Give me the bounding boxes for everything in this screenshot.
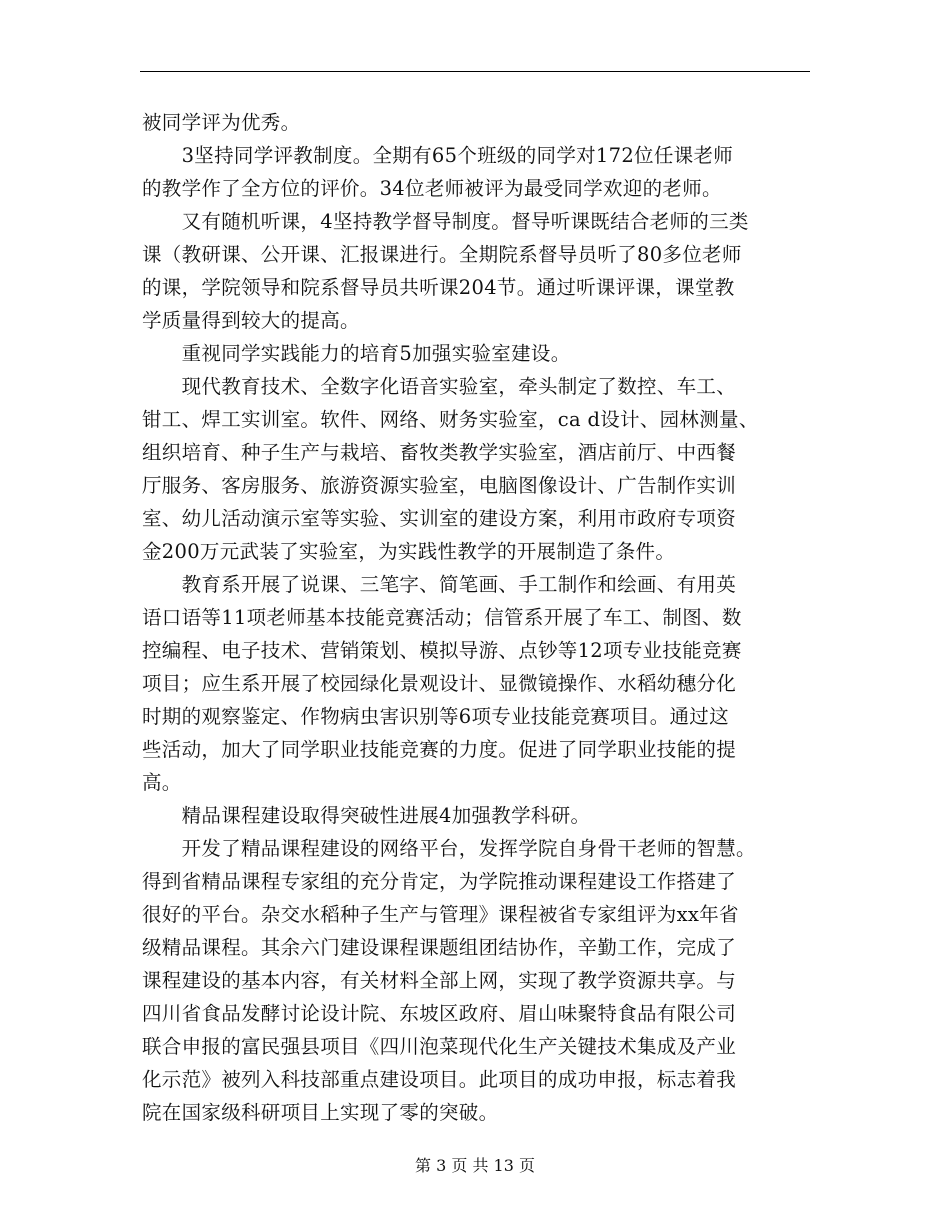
text-line: 精品课程建设取得突破性进展4加强教学科研。	[142, 804, 591, 827]
text-line: 厅服务、客房服务、旅游资源实验室，电脑图像设计、广告制作实训	[142, 474, 737, 497]
text-line: 联合申报的富民强县项目《四川泡菜现代化生产关键技术集成及产业	[142, 1035, 737, 1058]
text-line: 课程建设的基本内容，有关材料全部上网，实现了教学资源共享。与	[142, 969, 737, 992]
text-line: 钳工、焊工实训室。软件、网络、财务实验室，ca d设计、园林测量、	[142, 408, 759, 431]
header-rule	[140, 71, 810, 72]
text-line: 院在国家级科研项目上实现了零的突破。	[142, 1101, 499, 1124]
text-line: 课（教研课、公开课、汇报课进行。全期院系督导员听了80多位老师	[142, 243, 742, 266]
text-line: 学质量得到较大的提高。	[142, 309, 360, 332]
text-line: 又有随机听课，4坚持教学督导制度。督导听课既结合老师的三类	[142, 210, 749, 233]
text-line: 开发了精品课程建设的网络平台，发挥学院自身骨干老师的智慧。	[142, 837, 756, 860]
text-line: 教育系开展了说课、三笔字、简笔画、手工制作和绘画、有用英	[142, 573, 737, 596]
body-text	[142, 106, 812, 1129]
text-line: 控编程、电子技术、营销策划、模拟导游、点钞等12项专业技能竞赛	[142, 639, 742, 662]
text-line: 金200万元武装了实验室，为实践性教学的开展制造了条件。	[142, 540, 676, 563]
text-line: 室、幼儿活动演示室等实验、实训室的建设方案，利用市政府专项资	[142, 507, 737, 530]
text-line: 项目；应生系开展了校园绿化景观设计、显微镜操作、水稻幼穗分化	[142, 672, 737, 695]
text-line: 的教学作了全方位的评价。34位老师被评为最受同学欢迎的老师。	[142, 177, 722, 200]
text-line: 的课，学院领导和院系督导员共听课204节。通过听课评课，课堂教	[142, 276, 735, 299]
text-line: 重视同学实践能力的培育5加强实验室建设。	[142, 342, 571, 365]
page-number-footer: 第 3 页 共 13 页	[415, 1156, 535, 1175]
text-line: 级精品课程。其余六门建设课程课题组团结协作，辛勤工作，完成了	[142, 936, 737, 959]
text-line: 被同学评为优秀。	[142, 111, 301, 134]
text-line: 组织培育、种子生产与栽培、畜牧类教学实验室，酒店前厅、中西餐	[142, 441, 737, 464]
text-line: 得到省精品课程专家组的充分肯定，为学院推动课程建设工作搭建了	[142, 870, 737, 893]
text-line: 时期的观察鉴定、作物病虫害识别等6项专业技能竞赛项目。通过这	[142, 705, 729, 728]
text-line: 高。	[142, 771, 182, 794]
text-line: 现代教育技术、全数字化语音实验室，牵头制定了数控、车工、	[142, 375, 737, 398]
text-line: 化示范》被列入科技部重点建设项目。此项目的成功申报，标志着我	[142, 1068, 737, 1091]
text-line: 很好的平台。杂交水稻种子生产与管理》课程被省专家组评为xx年省	[142, 903, 739, 926]
text-line: 语口语等11项老师基本技能竞赛活动；信管系开展了车工、制图、数	[142, 606, 742, 629]
text-line: 些活动，加大了同学职业技能竞赛的力度。促进了同学职业技能的提	[142, 738, 737, 761]
text-line: 四川省食品发酵讨论设计院、东坡区政府、眉山味聚特食品有限公司	[142, 1002, 737, 1025]
text-line: 3坚持同学评教制度。全期有65个班级的同学对172位任课老师	[142, 144, 734, 167]
